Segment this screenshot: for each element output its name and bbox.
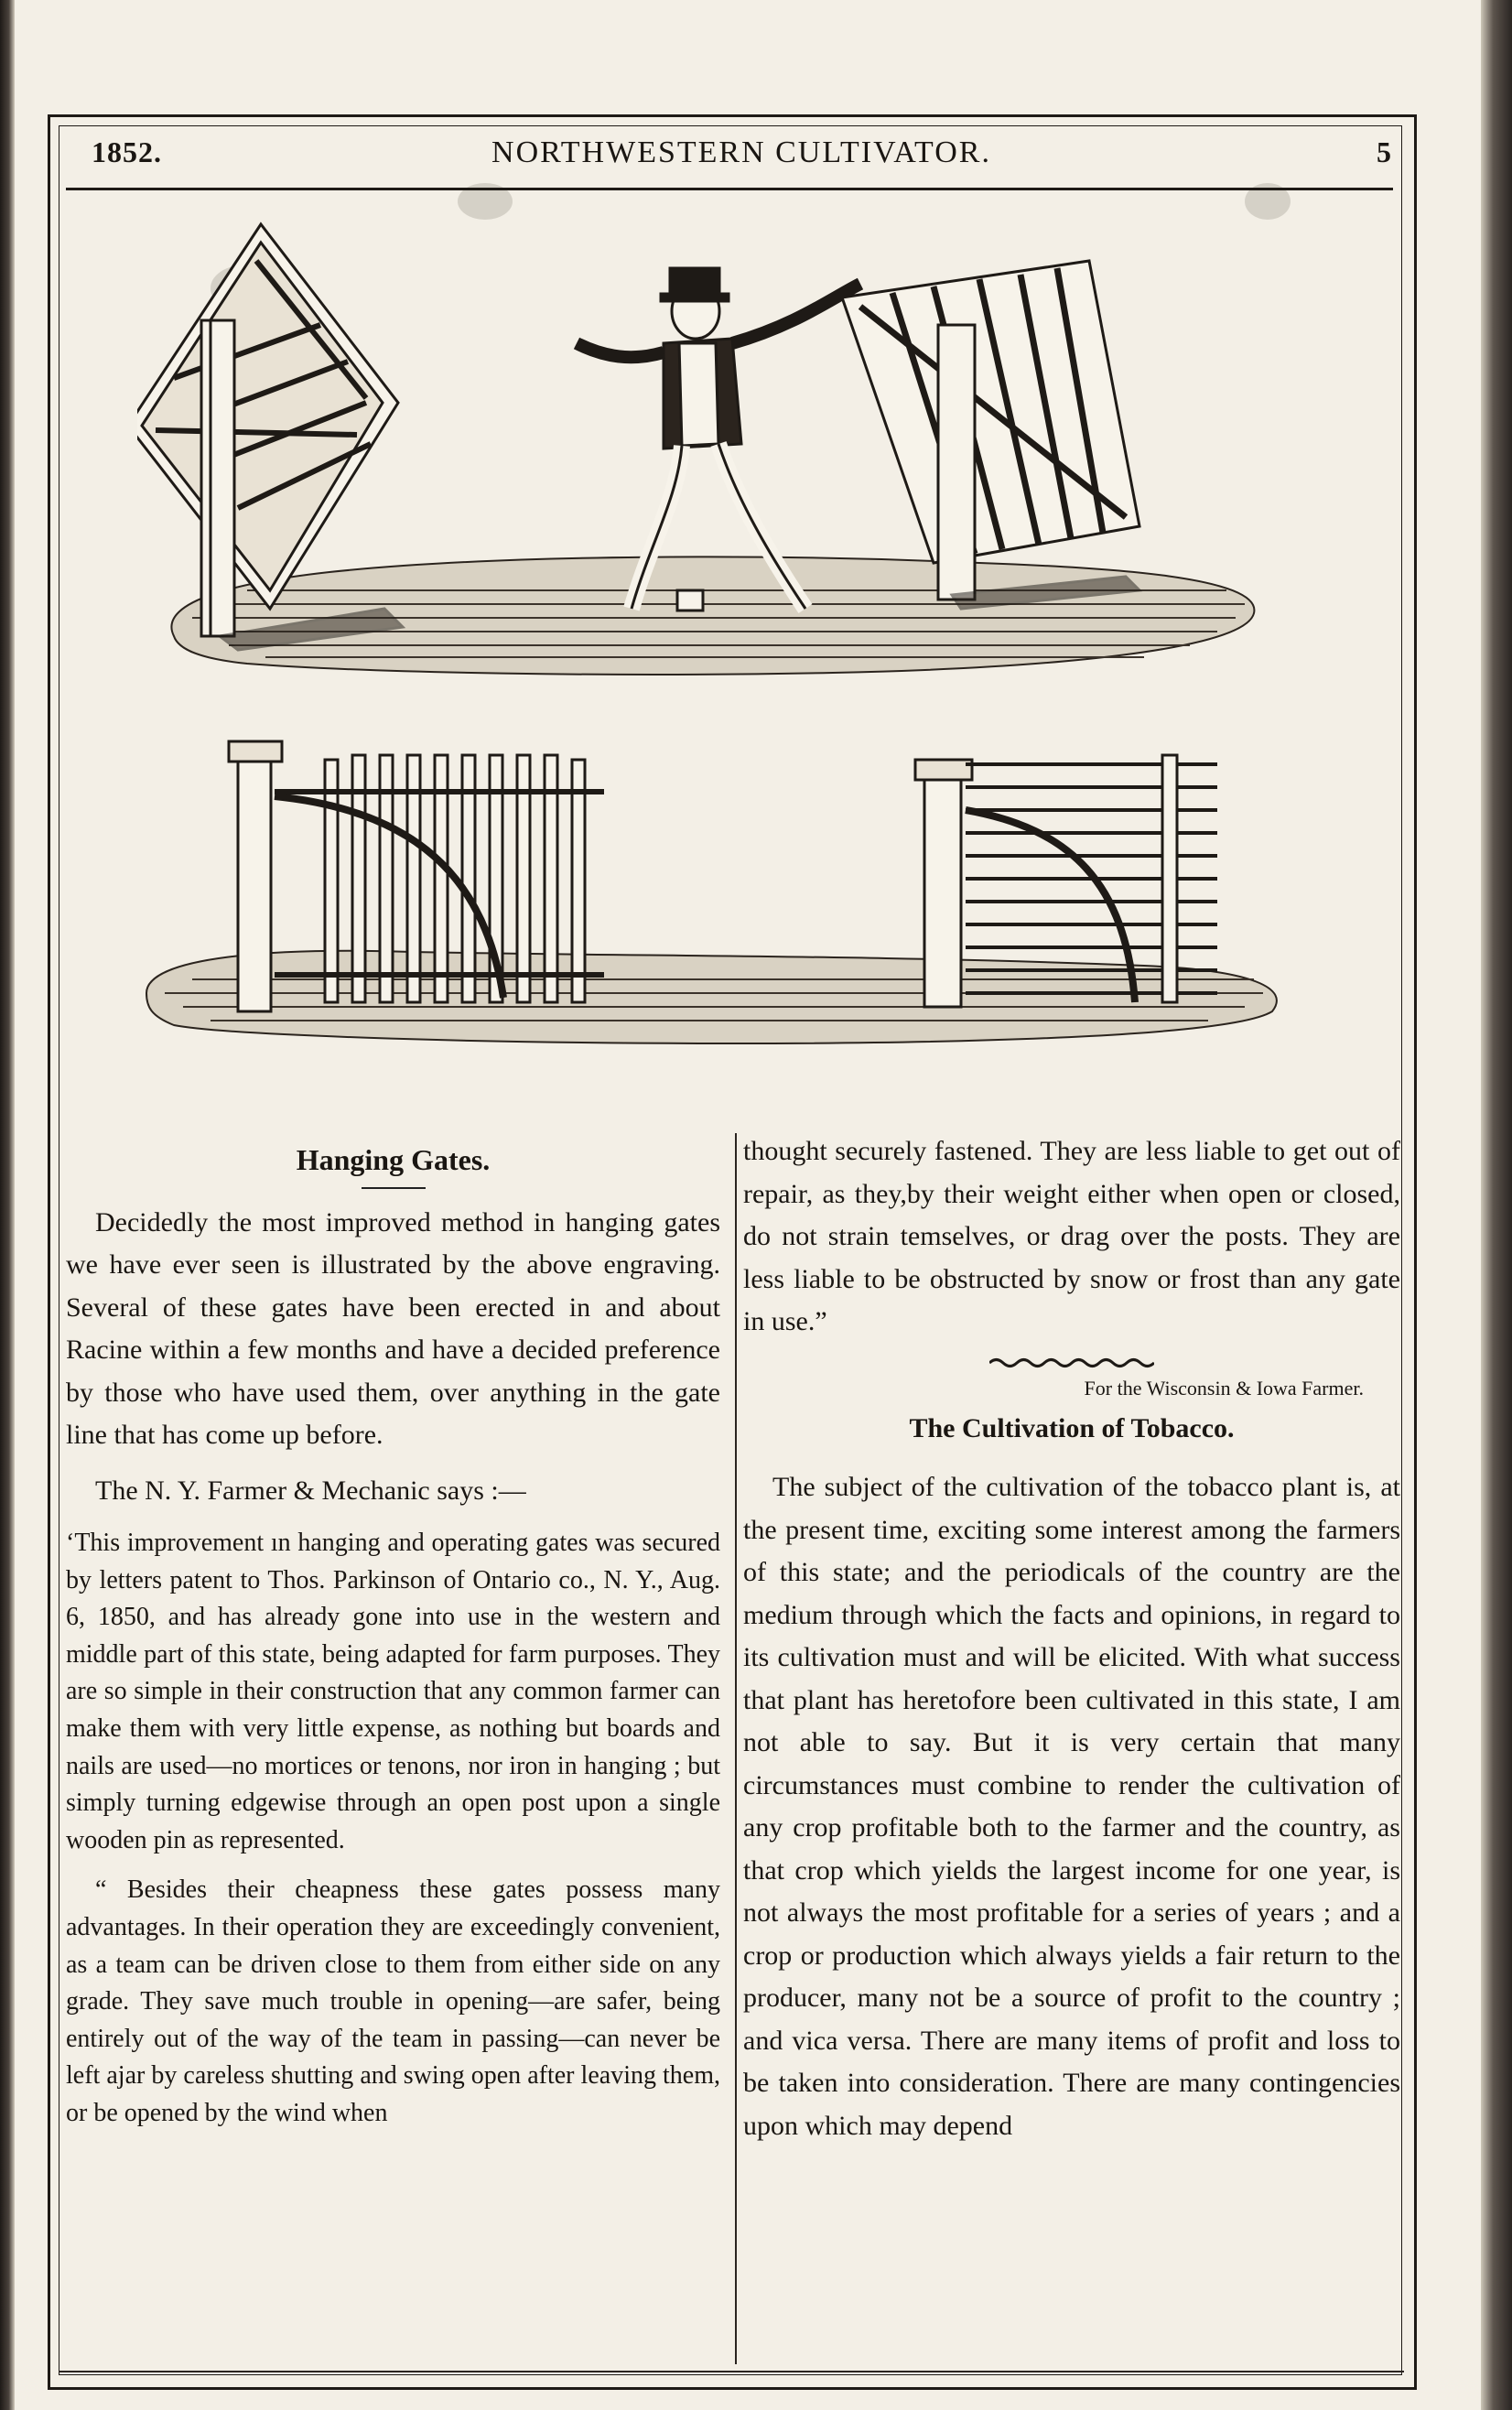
article-heading-hanging-gates: Hanging Gates. (296, 1143, 491, 1176)
gates-engraving (137, 206, 1309, 1103)
article-credit: For the Wisconsin & Iowa Farmer. (1084, 1376, 1364, 1400)
wavy-divider (989, 1356, 1154, 1369)
quote-intro: The N. Y. Farmer & Mechanic says :— (95, 1475, 526, 1506)
quoted-paragraph: ‘This improvement ın hanging and operating gates was secured by letters patent to Thos. Parkinson of Ontario co., N. Y., Aug. 6, 1850, and has already gone into use in the western and middle part of this state, being adapted for farm purposes. They are so simple in their construction that any common farmer can make them with very little expense, as nothing but boards and nails are used—no mortices or tenons, nor iron in hanging ; but simply turning edgewise through an open post upon a single wooden pin as represented. (66, 1529, 720, 1854)
article-heading-tobacco: The Cultivation of Tobacco. (909, 1412, 1235, 1443)
publication-title: NORTHWESTERN CULTIVATOR. (491, 135, 991, 169)
article-paragraph: The subject of the cultivation of the tobacco plant is, at the present time, exciting some interest among the farmers of this state; and the periodicals of the country are the medium through which the facts and opinions, in regard to its cultivation must and will be elicited. With what success that plant has heretofore been cultivated in this state, I am not able to say. But it is very certain that many circumstances must combine to render the cultivation of any crop profitable both to the farmer and the country, as that crop which yields the largest income for one year, is not always the most profitable for a series of years ; and a crop or production which always yields a fair return to the producer, many not be a source of profit to the country ; and vica versa. There are many items of profit and loss to be taken into consideration. There are many contingencies upon which may depend (743, 1472, 1400, 2141)
left-column (66, 1130, 720, 2145)
bottom-rule (59, 2371, 1404, 2372)
heading-rule (362, 1187, 426, 1189)
quoted-paragraph: “ Besides their cheapness these gates possess many advantages. In their operation they are exceedingly convenient, as a team can be driven close to them from either side on any grade. They save much trouble in opening—are safer, being entirely out of the way of the team in passing—can never be left ajar by careless shutting and swing open after leaving them, or be opened by the wind when (66, 1875, 720, 2127)
lower-ground (146, 951, 1277, 1043)
page-edge (1481, 0, 1512, 2410)
header-rule (66, 188, 1393, 190)
article-paragraph: Decidedly the most improved method in hanging gates we have ever seen is illustrated by the above engraving. Several of these gates have been erected in and about Racine within a few months and have a decided preference by those who have used them, over anything in the gate line that has come up before. (66, 1206, 720, 1451)
gate-top-right (842, 261, 1139, 609)
running-head (92, 135, 1391, 181)
quote-continuation: thought securely fastened. They are less liable to get out of repair, as they,by their weight either when open or closed, do not strain temselves, or drag over the posts. They are less liable to be obstructed by snow or frost than any gate in use.” (743, 1136, 1400, 1336)
page-number: 5 (1377, 135, 1391, 168)
binding-shadow (0, 0, 15, 2410)
right-column (743, 1130, 1400, 2160)
board-gate (915, 755, 1217, 1007)
column-rule (735, 1133, 737, 2364)
header-year: 1852. (92, 135, 162, 168)
